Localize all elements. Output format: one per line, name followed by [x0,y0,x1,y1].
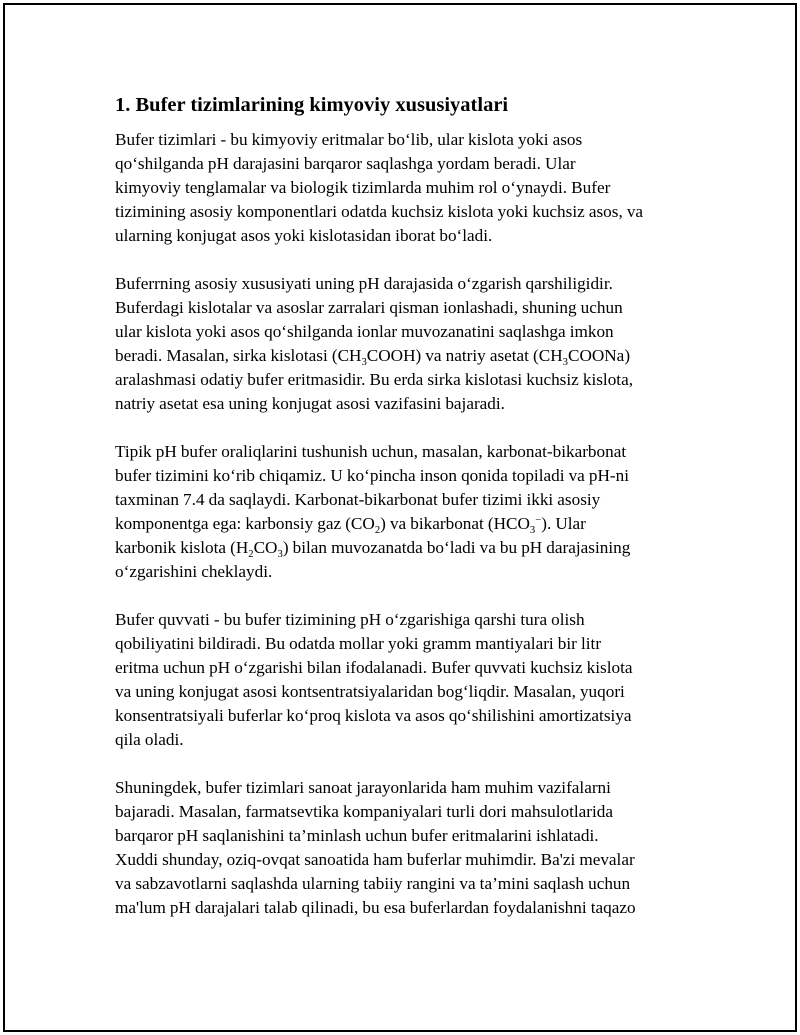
paragraph-3 [115,440,695,584]
text-line: barqaror pH saqlanishini ta’minlash uchun bufer eritmalarini ishlatadi. [115,826,599,845]
text-line: Buferrning asosiy xususiyati uning pH darajasida o‘zgarish qarshiligidir. [115,274,613,293]
subscript: 3 [277,548,283,560]
text-line: tizimining asosiy komponentlari odatda kuchsiz kislota yoki kuchsiz asos, va [115,202,644,221]
text-segment: ) va bikarbonat (HCO [380,514,530,533]
text-line: Bufer quvvati - bu bufer tizimining pH o‘zgarishiga qarshi tura olish [115,610,585,629]
text-line: va uning konjugat asosi kontsentratsiyalaridan bog‘liqdir. Masalan, yuqori [115,682,625,701]
text-line-with-formula [115,536,695,560]
text-line: konsentratsiyali buferlar ko‘proq kislota va asos qo‘shilishini amortizatsiya [115,706,632,725]
text-segment: COONa) [567,346,631,365]
text-line: Shuningdek, bufer tizimlari sanoat jarayonlarida ham muhim vazifalarni [115,778,611,797]
text-line: qobiliyatini bildiradi. Bu odatda mollar yoki gramm mantiyalari bir litr [115,634,602,653]
text-line: ular kislota yoki asos qo‘shilganda ionlar muvozanatini saqlashga imkon [115,322,614,341]
superscript: − [535,515,542,527]
text-line: bajaradi. Masalan, farmatsevtika kompaniyalari turli dori mahsulotlarida [115,802,614,821]
paragraph-2 [115,272,695,416]
subscript: 2 [374,524,381,536]
text-line: Buferdagi kislotalar va asoslar zarralari qisman ionlashadi, shuning uchun [115,298,623,317]
text-line: natriy asetat esa uning konjugat asosi vazifasini bajaradi. [115,394,505,413]
text-line: eritma uchun pH o‘zgarishi bilan ifodalanadi. Bufer quvvati kuchsiz kislota [115,658,633,677]
text-segment: beradi. Masalan, sirka kislotasi (CH [115,346,362,365]
text-line: va sabzavotlarni saqlashda ularning tabiiy rangini va ta’mini saqlash uchun [115,874,631,893]
text-segment: COOH) va natriy asetat (CH [366,346,563,365]
text-segment: ). Ular [541,514,586,533]
section-heading: 1. Bufer tizimlarining kimyoviy xususiyatlari [115,94,509,116]
text-line: taxminan 7.4 da saqlaydi. Karbonat-bikarbonat bufer tizimi ikki asosiy [115,490,601,509]
text-line: bufer tizimini ko‘rib chiqamiz. U ko‘pincha inson qonida topiladi va pH-ni [115,466,629,485]
paragraph-4 [115,608,695,752]
text-segment: karbonik kislota (H [115,538,249,557]
text-segment: ) bilan muvozanatda bo‘ladi va bu pH darajasining [282,538,631,557]
text-line-with-formula [115,344,695,368]
text-line: kimyoviy tenglamalar va biologik tizimlarda muhim rol o‘ynaydi. Bufer [115,178,611,197]
text-line: Tipik pH bufer oraliqlarini tushunish uchun, masalan, karbonat-bikarbonat [115,442,627,461]
subscript: 3 [361,356,367,368]
text-line: Xuddi shunday, oziq-ovqat sanoatida ham buferlar muhimdir. Ba'zi mevalar [115,850,635,869]
paragraph-1 [115,128,695,248]
text-line: qo‘shilganda pH darajasini barqaror saqlashga yordam beradi. Ular [115,154,576,173]
text-line: qila oladi. [115,730,184,749]
paragraph-5 [115,776,695,920]
document-body [115,92,695,944]
text-segment: komponentga ega: karbonsiy gaz (CO [115,514,375,533]
text-line: ularning konjugat asos yoki kislotasidan iborat bo‘ladi. [115,226,493,245]
text-segment: CO [253,538,278,557]
text-line: aralashmasi odatiy bufer eritmasidir. Bu erda sirka kislotasi kuchsiz kislota, [115,370,633,389]
text-line-with-formula [115,512,695,536]
subscript: 3 [562,356,568,368]
text-line: o‘zgarishini cheklaydi. [115,562,273,581]
text-line: Bufer tizimlari - bu kimyoviy eritmalar bo‘lib, ular kislota yoki asos [115,130,583,149]
text-line: ma'lum pH darajalari talab qilinadi, bu esa buferlardan foydalanishni taqazo [115,898,636,917]
subscript: 3 [529,524,536,536]
subscript: 2 [248,548,254,560]
